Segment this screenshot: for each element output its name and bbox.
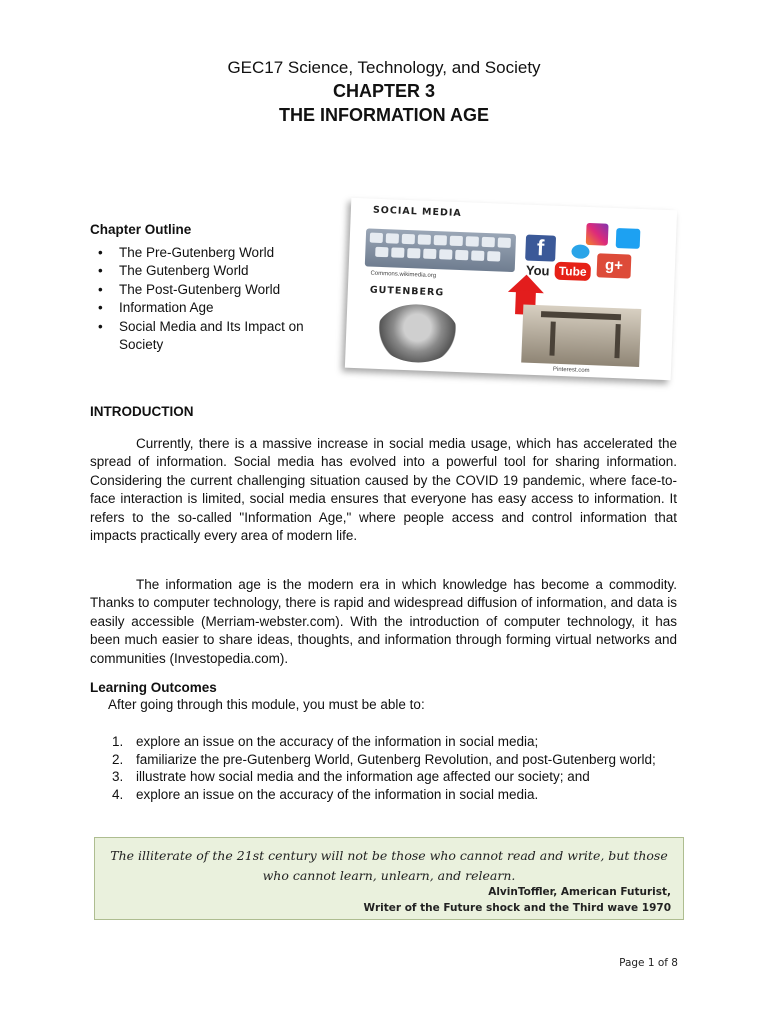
outline-item: • The Post-Gutenberg World [90,281,345,299]
chapter-outline-list [90,244,345,354]
list-item [90,733,680,751]
outline-item: • Social Media and Its Impact on Society [90,318,345,355]
instagram-logo [586,223,609,246]
quote-box [94,837,684,920]
messenger-logo [571,244,590,259]
list-number: 3. [112,769,124,784]
learning-outcomes-list [90,733,680,803]
page-number: Page 1 of 8 [619,957,678,969]
list-number: 4. [112,786,124,802]
youtube-logo-text: You [525,262,550,279]
quote-author-works: Writer of the Future shock and the Third wave 1970 [363,902,671,914]
keyboard-image [365,228,516,272]
facebook-logo: f [525,235,556,262]
list-item [90,786,680,804]
figure-label-gutenberg: GUTENBERG [369,284,445,299]
chapter-outline-heading: Chapter Outline [90,222,192,237]
quote-author: AlvinToffler, American Futurist, [488,886,671,898]
printing-press-image [521,304,641,366]
google-plus-logo: g+ [597,253,632,278]
outline-item: • The Pre-Gutenberg World [90,244,345,262]
introduction-paragraph-2: The information age is the modern era in which knowledge has become a commodity. Thanks to computer technology, there is rapid and widespread diffusion of information, and data is easily accessible (Merriam-webster.com). With the introduction of computer technology, it has been much easier to share ideas, thoughts, and information through forming virtual networks and communities (Investopedia.com). [90,577,677,666]
course-title: GEC17 Science, Technology, and Society [227,58,541,77]
outline-item: • Information Age [90,299,345,317]
outline-item: • The Gutenberg World [90,262,345,280]
list-number: 2. [112,751,124,767]
list-text: explore an issue on the accuracy of the information in social media; [136,734,539,749]
figure-credit-pinterest: Pinterest.com [552,366,590,375]
learning-outcomes-intro: After going through this module, you must be able to: [108,697,425,712]
twitter-logo [616,228,641,249]
gutenberg-portrait-image [375,303,459,364]
list-item [90,768,680,786]
list-text: explore an issue on the accuracy of the information in social media. [136,786,539,802]
list-item [90,751,680,769]
list-text: illustrate how social media and the information age affected our society; and [136,769,590,784]
introduction-paragraph-1: Currently, there is a massive increase in social media usage, which has accelerated the spread of information. Social media has evolved into a powerful tool for sharing information. Considering the current challenging situation caused by the COVID 19 pandemic, where face-to-face interaction is limited, social media ensures that everyone has easy access to information. It refers to the so-called "Information Age," where people access and control information that impacts practically every area of modern life. [90,436,677,544]
learning-outcomes-heading: Learning Outcomes [90,680,217,695]
list-number: 1. [112,734,124,749]
chapter-title: THE INFORMATION AGE [279,105,489,125]
list-text: familiarize the pre-Gutenberg World, Gutenberg Revolution, and post-Gutenberg world; [136,751,656,767]
figure-credit-wikimedia: Commons.wikimedia.org [370,270,437,280]
chapter-number: CHAPTER 3 [332,81,435,101]
youtube-logo: Tube [554,262,591,281]
quote-text: The illiterate of the 21st century will not be those who cannot read and write, but those who cannot learn, unlearn, and relearn. [110,848,668,883]
figure-label-social-media: SOCIAL MEDIA [372,204,462,220]
introduction-heading: INTRODUCTION [90,404,194,419]
social-media-gutenberg-figure [345,198,677,380]
